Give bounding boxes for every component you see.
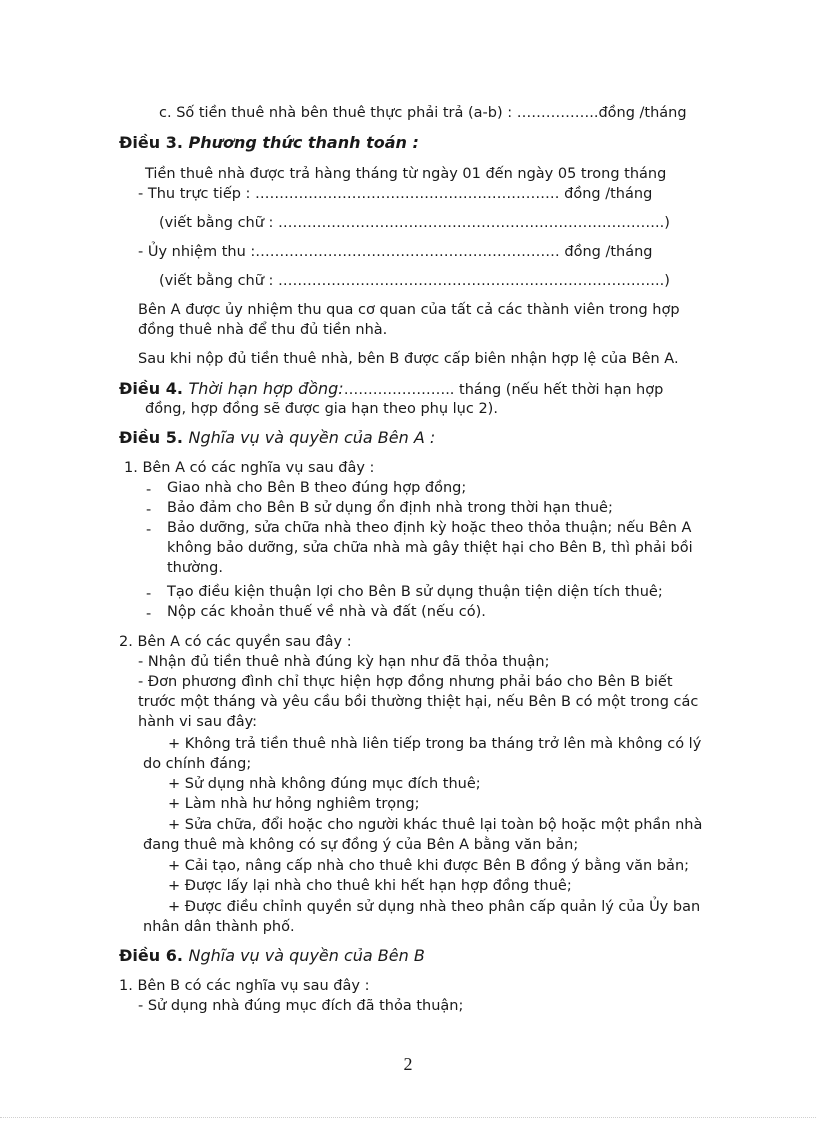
article-5-bullet: Bảo đảm cho Bên B sử dụng ổn định nhà trong thời hạn thuê; <box>167 500 613 516</box>
bullet-dash: - <box>146 522 152 538</box>
article-5-bullet: Tạo điều kiện thuận lợi cho Bên B sử dụng thuận tiện diện tích thuê; <box>167 584 663 600</box>
article-4-number: Điều 4. <box>119 379 189 398</box>
article-5-heading <box>119 428 435 448</box>
article-3-number: Điều 3. <box>119 133 189 152</box>
article-5-number: Điều 5. <box>119 428 189 447</box>
article-3-line: (viết bằng chữ : ……………………………………………………………………..) <box>159 273 670 289</box>
page-bottom-edge <box>0 1117 816 1118</box>
article-5-title: Nghĩa vụ và quyền của Bên A : <box>188 428 436 447</box>
article-5-right: - Nhận đủ tiền thuê nhà đúng kỳ hạn như đã thỏa thuận; <box>138 654 550 670</box>
article-3-title: Phương thức thanh toán : <box>188 133 419 152</box>
bullet-dash: - <box>146 586 152 602</box>
bullet-dash: - <box>146 482 152 498</box>
article-6-number: Điều 6. <box>119 946 189 965</box>
article-4-title: Thời hạn hợp đồng: <box>188 379 344 398</box>
article-5-case: đang thuê mà không có sự đồng ý của Bên A bằng văn bản; <box>143 837 579 853</box>
article-3-heading <box>119 133 419 153</box>
article-4-line: đồng, hợp đồng sẽ được gia hạn theo phụ lục 2). <box>145 401 498 417</box>
article-5-case: + Làm nhà hư hỏng nghiêm trọng; <box>168 796 420 812</box>
bullet-dash: - <box>146 606 152 622</box>
article-6-heading <box>119 946 425 966</box>
article-5-case: + Sửa chữa, đổi hoặc cho người khác thuê lại toàn bộ hoặc một phần nhà <box>168 817 703 833</box>
article-3-paragraph: Sau khi nộp đủ tiền thuê nhà, bên B được cấp biên nhận hợp lệ của Bên A. <box>138 351 679 367</box>
article-5-case: + Được điều chỉnh quyền sử dụng nhà theo phân cấp quản lý của Ủy ban <box>168 899 701 915</box>
article-5-case: + Cải tạo, nâng cấp nhà cho thuê khi được Bên B đồng ý bằng văn bản; <box>168 858 690 874</box>
article-5-right: - Đơn phương đình chỉ thực hiện hợp đồng nhưng phải báo cho Bên B biết <box>138 674 673 690</box>
article-5-case: nhân dân thành phố. <box>143 919 295 935</box>
article-5-case: do chính đáng; <box>143 756 252 772</box>
bullet-dash: - <box>146 502 152 518</box>
article-5-bullet: thường. <box>167 560 223 576</box>
article-6-line: - Sử dụng nhà đúng mục đích đã thỏa thuận; <box>138 998 464 1014</box>
clause-c: c. Số tiền thuê nhà bên thuê thực phải trả (a-b) : ……………..đồng /tháng <box>159 105 687 121</box>
article-5-bullet: không bảo dưỡng, sửa chữa nhà mà gây thiệt hại cho Bên B, thì phải bồi <box>167 540 693 556</box>
article-3-paragraph: đồng thuê nhà để thu đủ tiền nhà. <box>138 322 388 338</box>
article-5-bullet: Nộp các khoản thuế về nhà và đất (nếu có). <box>167 604 486 620</box>
article-6-subheading: 1. Bên B có các nghĩa vụ sau đây : <box>119 978 370 994</box>
article-5-subheading: 2. Bên A có các quyền sau đây : <box>119 634 352 650</box>
article-4-heading <box>119 379 663 400</box>
article-6-title: Nghĩa vụ và quyền của Bên B <box>188 946 425 965</box>
article-5-right: trước một tháng và yêu cầu bồi thường thiệt hại, nếu Bên B có một trong các <box>138 694 699 710</box>
article-5-subheading: 1. Bên A có các nghĩa vụ sau đây : <box>124 460 375 476</box>
article-3-line: Tiền thuê nhà được trả hàng tháng từ ngày 01 đến ngày 05 trong tháng <box>145 166 667 182</box>
article-3-paragraph: Bên A được ủy nhiệm thu qua cơ quan của tất cả các thành viên trong hợp <box>138 302 680 318</box>
article-5-case: + Được lấy lại nhà cho thuê khi hết hạn hợp đồng thuê; <box>168 878 572 894</box>
article-3-line: - Ủy nhiệm thu :……………………………………………………… đồng /tháng <box>138 244 653 260</box>
article-5-right: hành vi sau đây: <box>138 714 258 730</box>
article-3-line: - Thu trực tiếp : ……………………………………………………… đồng /tháng <box>138 186 653 202</box>
page-number: 2 <box>403 1054 413 1074</box>
article-5-case: + Không trả tiền thuê nhà liên tiếp trong ba tháng trở lên mà không có lý <box>168 736 702 752</box>
article-4-text: ………………….. tháng (nếu hết thời hạn hợp <box>343 382 664 398</box>
article-5-case: + Sử dụng nhà không đúng mục đích thuê; <box>168 776 481 792</box>
article-3-line: (viết bằng chữ : ……………………………………………………………………..) <box>159 215 670 231</box>
article-5-bullet: Bảo dưỡng, sửa chữa nhà theo định kỳ hoặc theo thỏa thuận; nếu Bên A <box>167 520 692 536</box>
article-5-bullet: Giao nhà cho Bên B theo đúng hợp đồng; <box>167 480 467 496</box>
